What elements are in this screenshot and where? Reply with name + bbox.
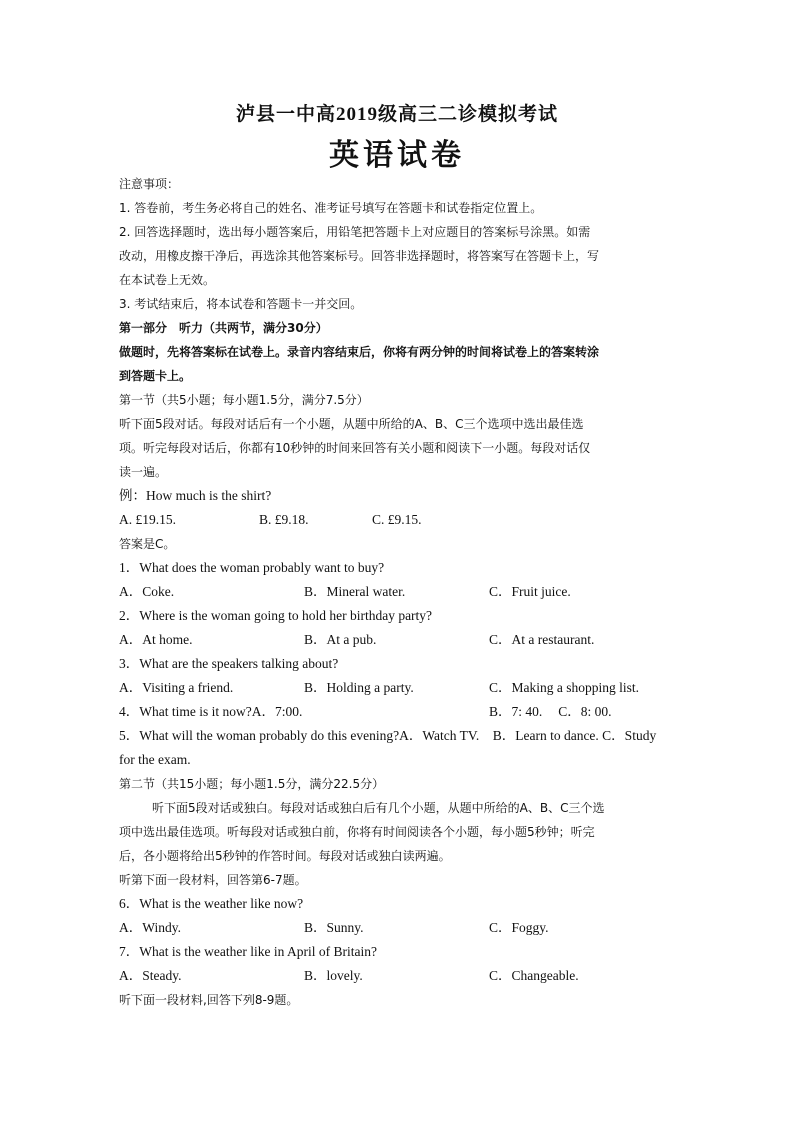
example-option-c: C. £9.15.: [372, 512, 422, 527]
section2-instruction-line-3: 后，各小题将给出5秒钟的作答时间。每段对话或独白读两遍。: [119, 849, 451, 863]
notice-item-2-line-1: 2. 回答选择题时，选出每小题答案后，用铅笔把答题卡上对应题目的答案标号涂黑。如需: [119, 225, 591, 239]
q4-option-c: C．8: 00.: [558, 704, 612, 719]
example-answer: 答案是C。: [119, 537, 176, 551]
q6-option-a: A．Windy.: [119, 920, 181, 935]
q6-option-b: B．Sunny.: [304, 920, 364, 935]
question-1-options: [119, 580, 675, 604]
notice-item-2-line-3: 在本试卷上无效。: [119, 273, 216, 287]
exam-content: [119, 172, 675, 1012]
material-1-intro: 听第下面一段材料，回答第6-7题。: [119, 873, 307, 887]
question-7-options: [119, 964, 675, 988]
q1-option-b: B．Mineral water.: [304, 584, 406, 599]
question-3-options: [119, 676, 675, 700]
part1-instruction-line-1: 做题时，先将答案标在试卷上。录音内容结束后，你将有两分钟的时间将试卷上的答案转涂: [119, 345, 600, 359]
question-3: 3．What are the speakers talking about?: [119, 656, 339, 671]
example-option-a: A. £19.15.: [119, 512, 176, 527]
part1-heading: 第一部分 听力（共两节，满分30分）: [119, 321, 328, 335]
question-6-options: [119, 916, 675, 940]
q1-option-a: A．Coke.: [119, 584, 175, 599]
section2-instruction-line-2: 项中选出最佳选项。听每段对话或独白前，你将有时间阅读各个小题，每小题5秒钟；听完: [119, 825, 595, 839]
section2-instruction-line-1: 听下面5段对话或独白。每段对话或独白后有几个小题，从题中所给的A、B、C三个选: [152, 801, 605, 815]
q1-option-c: C．Fruit juice.: [489, 584, 571, 599]
section1-instruction-line-3: 读一遍。: [119, 465, 168, 479]
part1-instruction-line-2: 到答题卡上。: [119, 369, 192, 383]
section1-instruction-line-1: 听下面5段对话。每段对话后有一个小题，从题中所给的A、B、C三个选项中选出最佳选: [119, 417, 584, 431]
example-options: [119, 508, 675, 532]
question-1: 1．What does the woman probably want to buy?: [119, 560, 385, 575]
question-2: 2．Where is the woman going to hold her birthday party?: [119, 608, 433, 623]
q3-option-a: A．Visiting a friend.: [119, 680, 234, 695]
question-5-line-1: 5．What will the woman probably do this evening?A．Watch TV. B．Learn to dance. C．Study: [119, 728, 657, 743]
question-5-line-2: for the exam.: [119, 752, 191, 767]
q2-option-a: A．At home.: [119, 632, 193, 647]
q6-option-c: C．Foggy.: [489, 920, 549, 935]
example-option-b: B. £9.18.: [259, 512, 309, 527]
q4-option-b: B．7: 40.: [489, 704, 543, 719]
section1-heading: 第一节（共5小题；每小题1.5分，满分7.5分）: [119, 393, 369, 407]
q7-option-a: A．Steady.: [119, 968, 182, 983]
q4-stem-option-a: 4．What time is it now?A．7:00.: [119, 704, 303, 719]
question-2-options: [119, 628, 675, 652]
example-question: 例：How much is the shirt?: [119, 488, 272, 503]
q7-option-c: C．Changeable.: [489, 968, 579, 983]
q3-option-c: C．Making a shopping list.: [489, 680, 640, 695]
q2-option-c: C．At a restaurant.: [489, 632, 595, 647]
q7-option-b: B．lovely.: [304, 968, 363, 983]
notice-item-3: 3. 考试结束后，将本试卷和答题卡一并交回。: [119, 297, 363, 311]
notice-heading: 注意事项：: [119, 177, 180, 191]
section1-instruction-line-2: 项。听完每段对话后，你都有10秒钟的时间来回答有关小题和阅读下一小题。每段对话仅: [119, 441, 591, 455]
notice-item-2-line-2: 改动，用橡皮擦干净后，再选涂其他答案标号。回答非选择题时，将答案写在答题卡上，写: [119, 249, 600, 263]
notice-item-1: 1. 答卷前，考生务必将自己的姓名、准考证号填写在答题卡和试卷指定位置上。: [119, 201, 543, 215]
question-6: 6．What is the weather like now?: [119, 896, 304, 911]
school-exam-title: 泸县一中高2019级高三二诊模拟考试: [235, 104, 558, 125]
q3-option-b: B．Holding a party.: [304, 680, 414, 695]
section2-heading: 第二节（共15小题；每小题1.5分，满分22.5分）: [119, 777, 385, 791]
question-7: 7．What is the weather like in April of Britain?: [119, 944, 377, 959]
material-2-intro: 听下面一段材料,回答下列8-9题。: [119, 993, 299, 1007]
question-4: [119, 700, 675, 724]
subject-title: 英语试卷: [329, 139, 465, 172]
q2-option-b: B．At a pub.: [304, 632, 377, 647]
